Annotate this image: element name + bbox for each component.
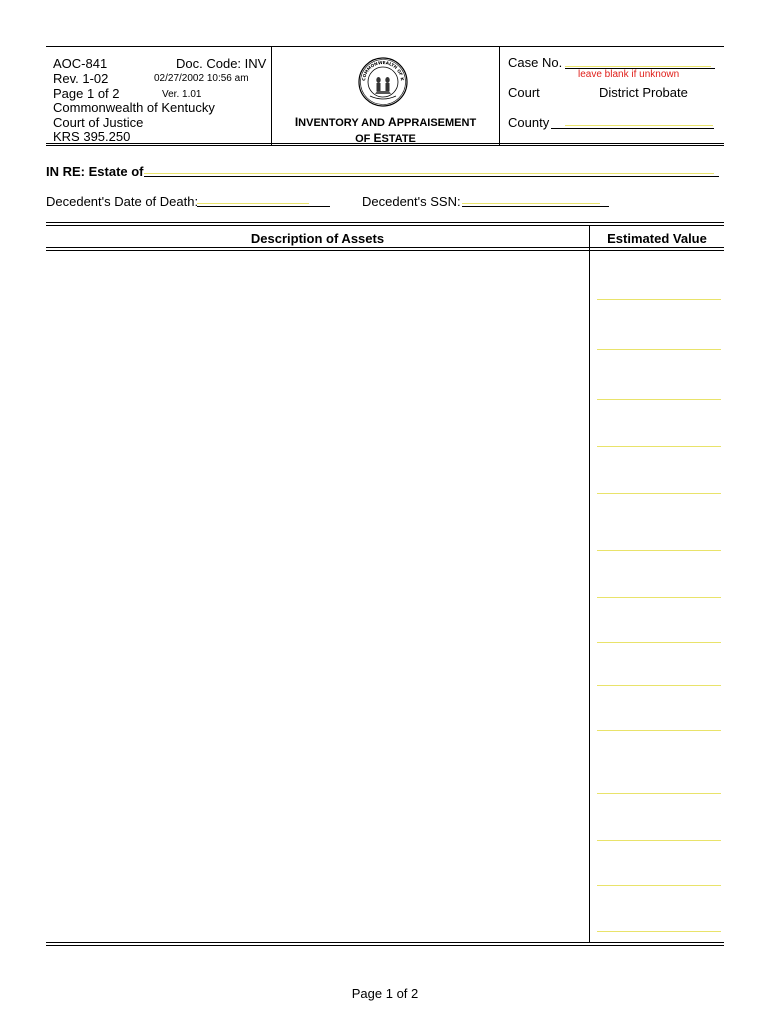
col-description-header: Description of Assets	[250, 231, 385, 246]
value-field-7[interactable]	[597, 591, 721, 603]
in-re-estate-label: IN RE: Estate of	[46, 164, 144, 179]
value-field-3[interactable]	[597, 393, 721, 405]
col-value-header: Estimated Value	[607, 231, 707, 246]
value-field-6[interactable]	[597, 544, 721, 556]
kentucky-seal-icon	[357, 56, 409, 108]
seal-lettering: COMMONWEALTH OF K	[361, 59, 405, 82]
page-footer: Page 1 of 2	[351, 986, 419, 1001]
value-field-12[interactable]	[597, 834, 721, 846]
court-value: District Probate	[599, 85, 688, 100]
table-bottom-rule-2	[46, 945, 724, 946]
value-field-1[interactable]	[597, 293, 721, 305]
estate-name-field[interactable]	[144, 166, 719, 178]
date-of-death-label: Decedent's Date of Death:	[46, 194, 199, 209]
value-field-2[interactable]	[597, 343, 721, 355]
form-title-line-1: INVENTORY AND APPRAISEMENT	[294, 115, 477, 129]
version: Ver. 1.01	[162, 89, 202, 100]
krs-label: KRS 395.250	[53, 129, 131, 144]
value-field-10[interactable]	[597, 724, 721, 736]
header-top-rule	[46, 46, 724, 47]
table-column-divider	[589, 225, 590, 942]
kentucky-seal	[357, 56, 409, 108]
county-field[interactable]	[551, 117, 714, 129]
county-label: County	[508, 115, 550, 130]
header-divider-right	[499, 46, 500, 145]
table-bottom-rule	[46, 942, 724, 943]
case-no-hint: leave blank if unknown	[578, 69, 680, 80]
value-field-8[interactable]	[597, 636, 721, 648]
table-header-rule	[46, 247, 724, 248]
page-of: Page 1 of 2	[53, 86, 120, 101]
doc-code: Doc. Code: INV	[176, 56, 267, 71]
value-field-13[interactable]	[597, 879, 721, 891]
ssn-field[interactable]	[462, 195, 609, 207]
form-id: AOC-841	[53, 56, 108, 71]
case-no-label: Case No.	[508, 55, 563, 70]
court-label: Court	[508, 85, 540, 100]
value-field-4[interactable]	[597, 440, 721, 452]
form-title-line-2: OF ESTATE	[355, 131, 416, 145]
date-of-death-field[interactable]	[197, 195, 330, 207]
commonwealth-label: Commonwealth of Kentucky	[53, 100, 215, 115]
value-field-5[interactable]	[597, 487, 721, 499]
table-top-rule-2	[46, 225, 724, 226]
timestamp: 02/27/2002 10:56 am	[154, 73, 249, 84]
value-field-14[interactable]	[597, 925, 721, 937]
court-of-justice-label: Court of Justice	[53, 115, 144, 130]
ssn-label: Decedent's SSN:	[362, 194, 461, 209]
case-no-field[interactable]	[565, 56, 715, 68]
value-field-9[interactable]	[597, 679, 721, 691]
asset-description-area[interactable]	[46, 251, 589, 942]
value-field-11[interactable]	[597, 787, 721, 799]
table-top-rule	[46, 222, 724, 223]
revision: Rev. 1-02	[53, 71, 109, 86]
form-title	[272, 115, 499, 147]
